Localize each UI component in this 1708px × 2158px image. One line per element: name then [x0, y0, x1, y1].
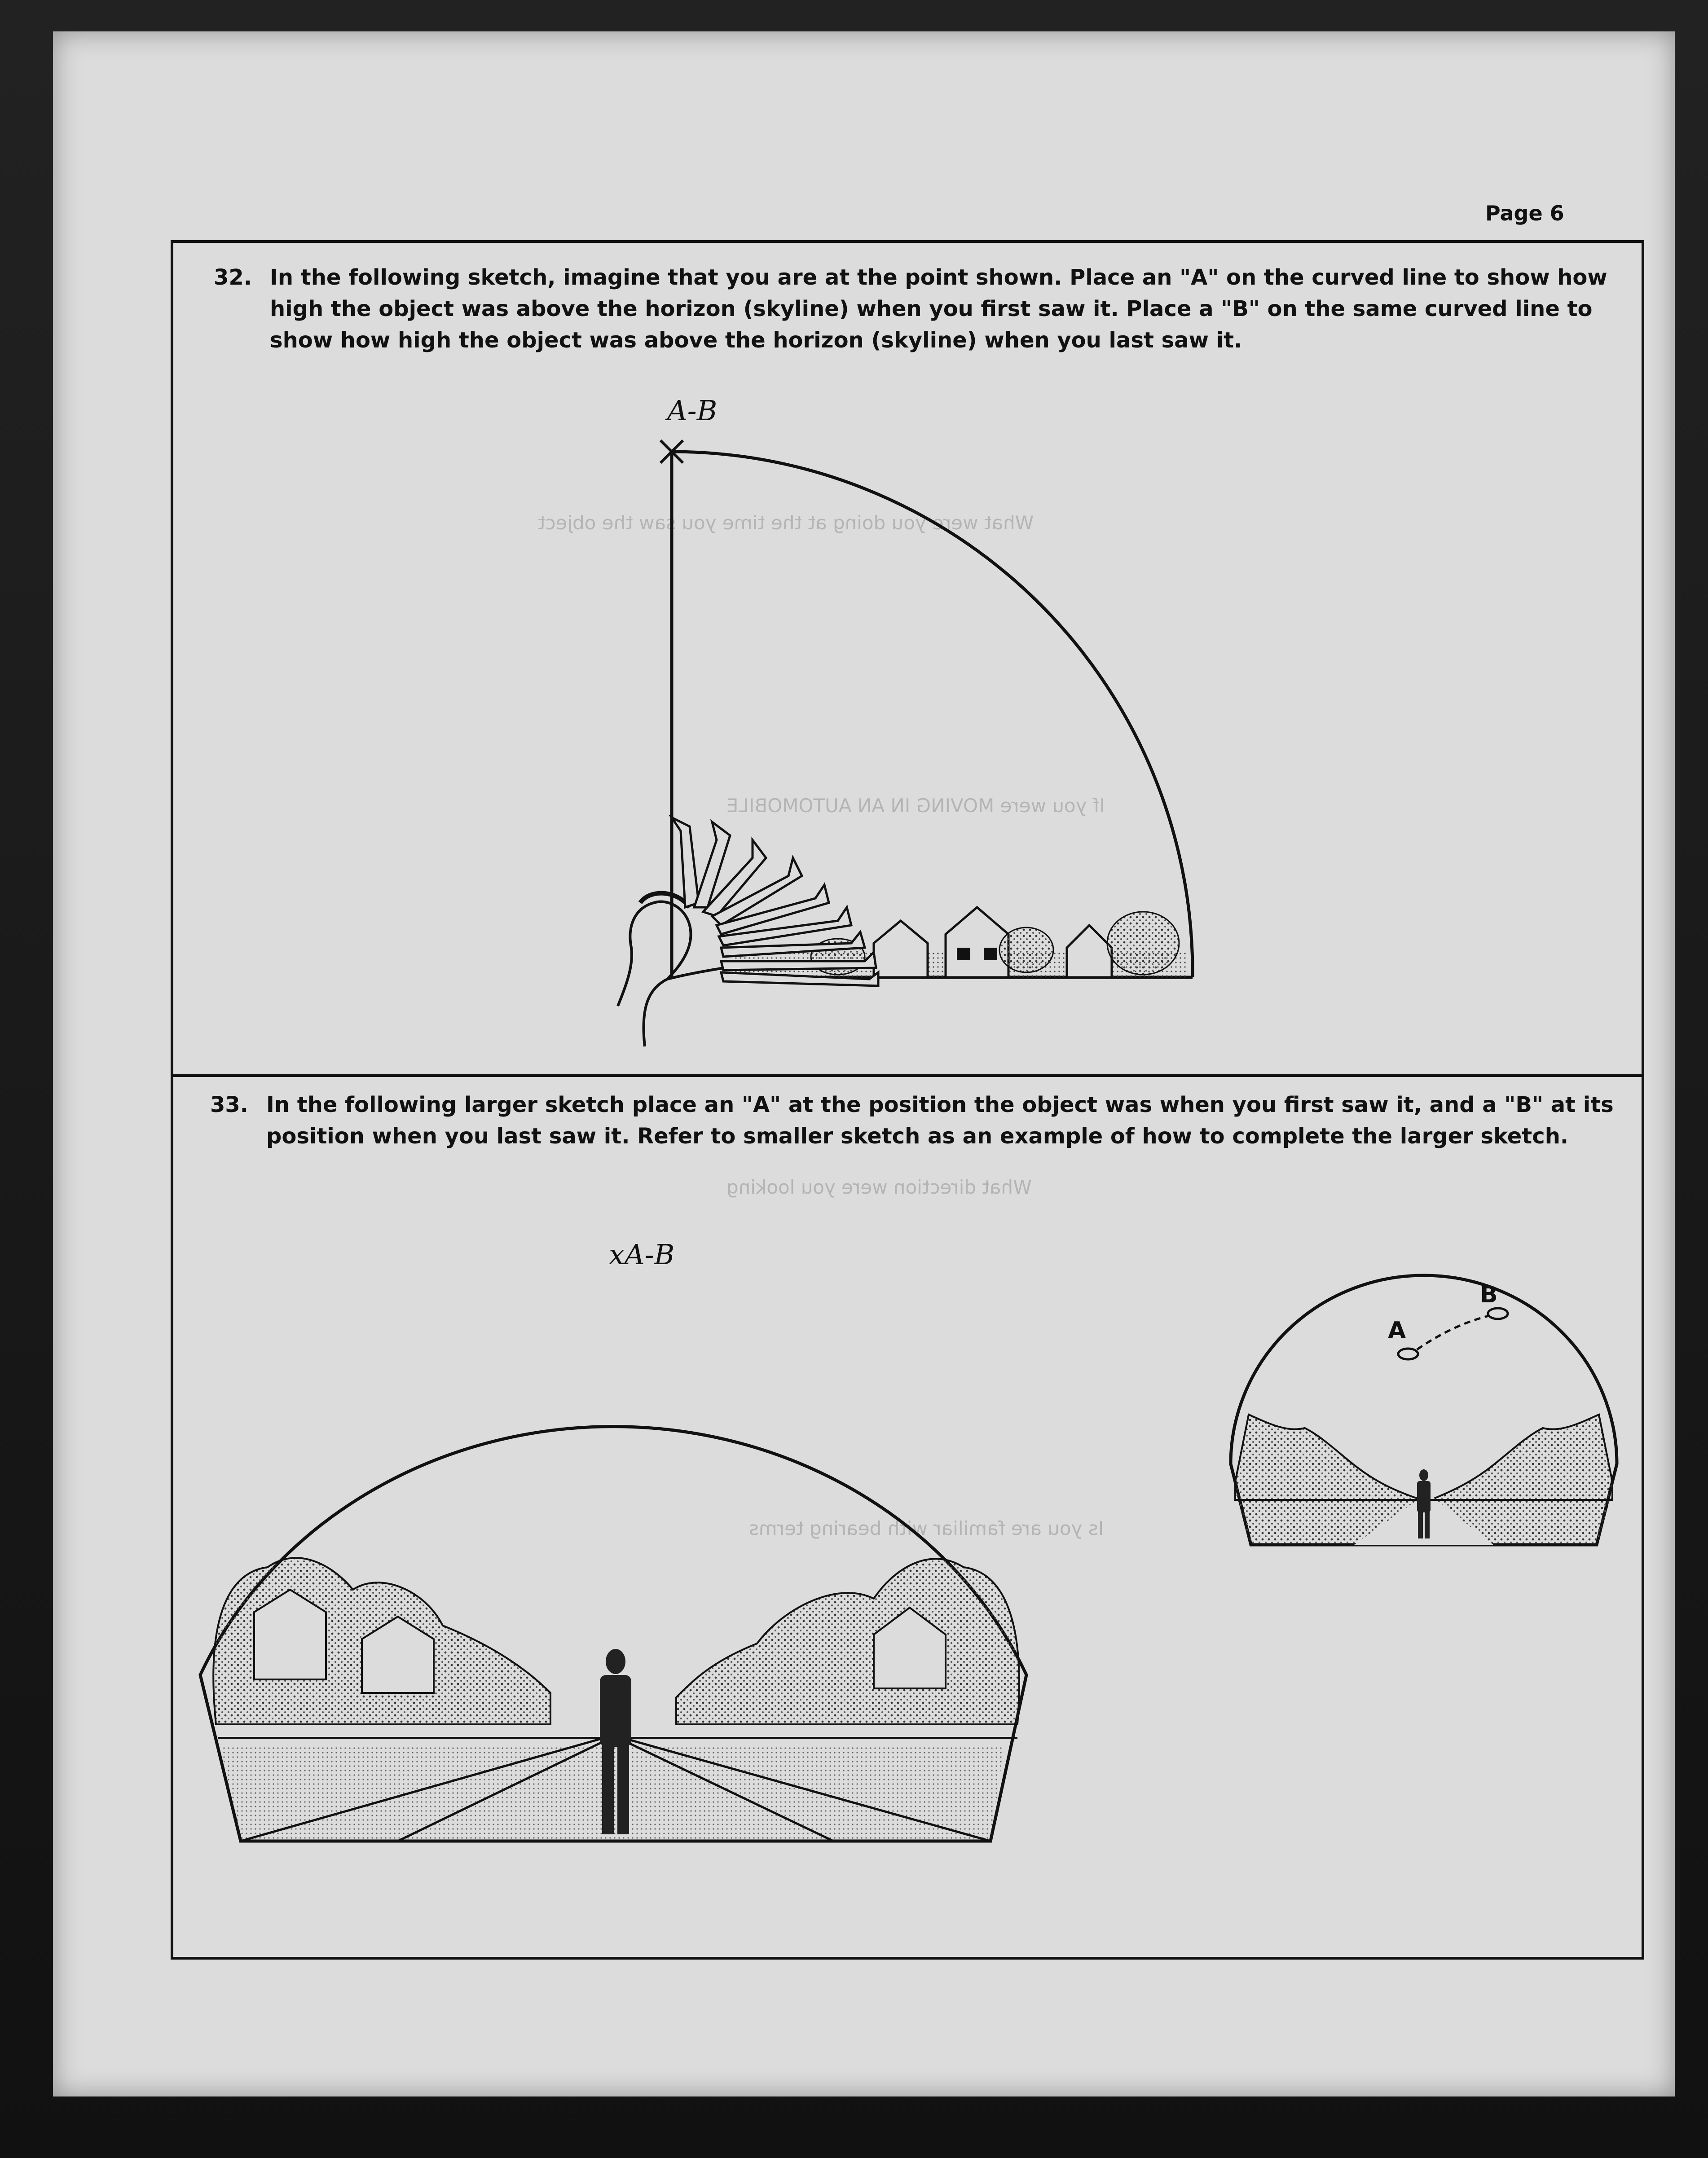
page-number: Page 6 [1485, 201, 1564, 225]
large-road-sketch [200, 1238, 1026, 1841]
question-number: 33. [210, 1092, 249, 1117]
handwritten-answer-33 [609, 1238, 674, 1271]
form-page [53, 31, 1675, 2096]
illustrations [173, 243, 1642, 1957]
label-a: A [1388, 1317, 1406, 1344]
bleed-through-text: Is you are familiar with bearing terms [749, 1517, 1104, 1539]
question-line: high the object was above the horizon (skyline) when you first saw it. Place a "B" on the same curved line to [270, 296, 1593, 321]
handwritten-text: xA-B [609, 1238, 675, 1271]
elevation-sketch [618, 394, 1193, 1046]
bleed-through-text: What were you doing at the time you saw the object [538, 512, 1034, 534]
questions-box [171, 240, 1644, 1960]
position-a-marker [1398, 1349, 1418, 1359]
pointing-hands [672, 817, 878, 986]
example-sketch [1231, 1275, 1617, 1545]
bleed-through-text: If you were MOVING IN AN AUTOMOBILE [726, 795, 1105, 817]
bleed-through-text: What direction were you looking [726, 1176, 1032, 1198]
question-number: 32. [214, 265, 252, 290]
handwritten-text: A-B [667, 394, 718, 427]
question-line: position when you last saw it. Refer to smaller sketch as an example of how to complete the larger sketch. [266, 1124, 1569, 1149]
question-line: In the following larger sketch place an "A" at the position the object was when you first saw it, and a "B" at its [266, 1092, 1614, 1117]
question-line: In the following sketch, imagine that you are at the point shown. Place an "A" on the curved line to show how [270, 265, 1607, 290]
question-line: show how high the object was above the horizon (skyline) when you last saw it. [270, 328, 1242, 353]
position-b-marker [1488, 1308, 1508, 1319]
label-b: B [1480, 1281, 1498, 1308]
